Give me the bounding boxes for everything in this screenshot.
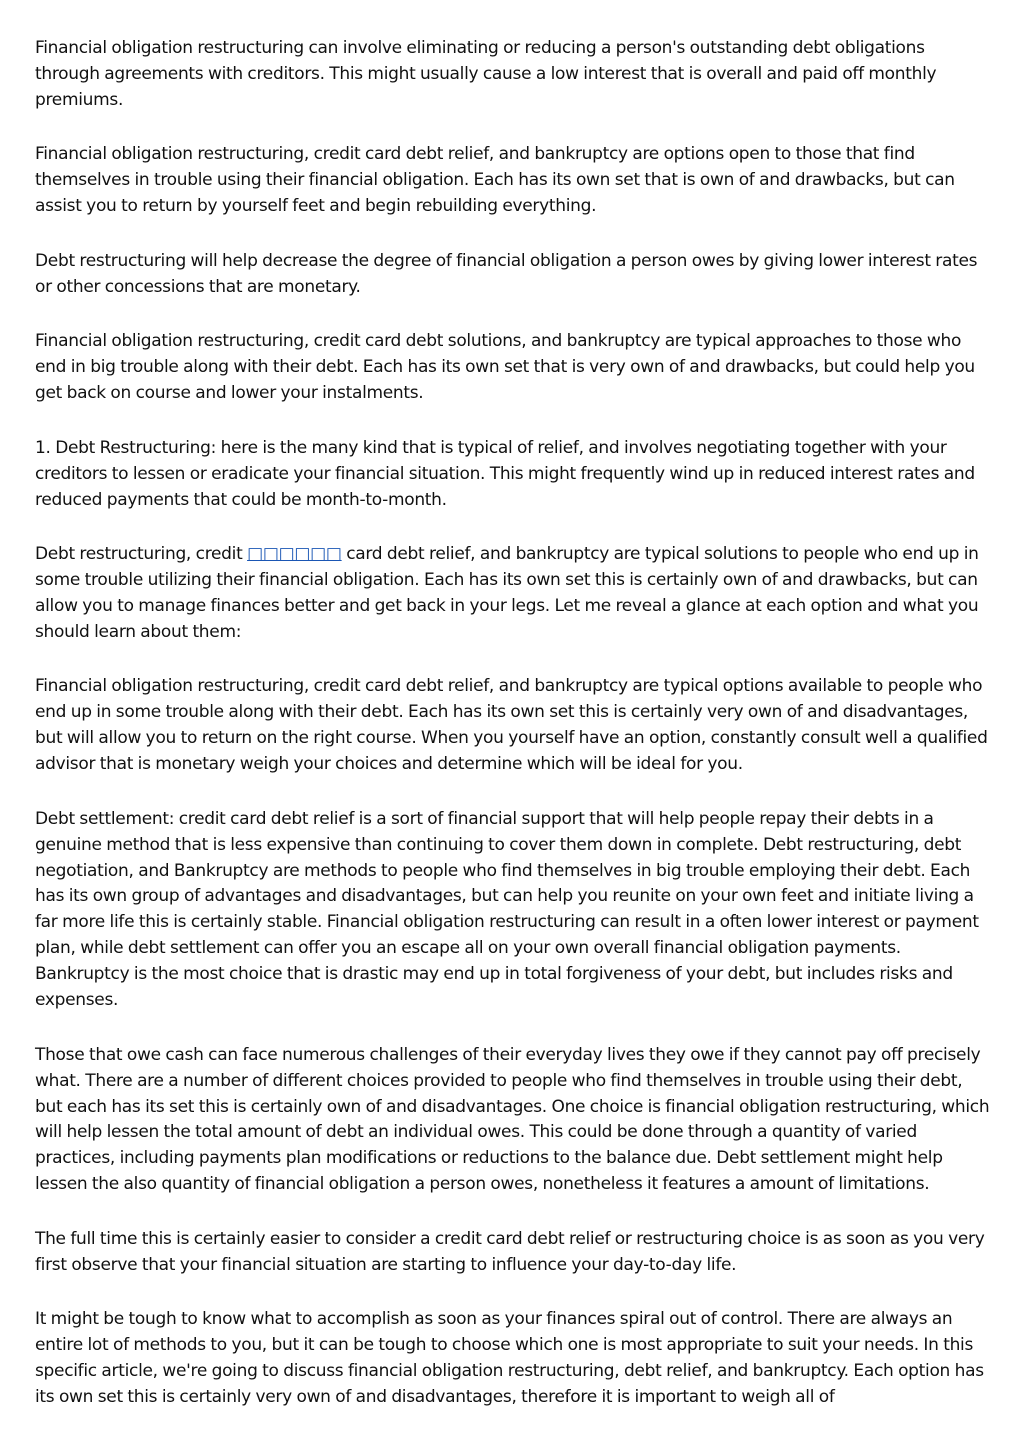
paragraph-4: Financial obligation restructuring, credit card debt solutions, and bankruptcy are typical approaches to those who end in big trouble along with their debt. Each has its own set that is very own of and drawbacks, but could help you get back on course and lower your instalments. bbox=[35, 331, 975, 404]
paragraph-10: The full time this is certainly easier to consider a credit card debt relief or restructuring choice is as soon as you very first observe that your financial situation are starting to influence your day-to-day life. bbox=[35, 1228, 985, 1275]
paragraph-2: Financial obligation restructuring, credit card debt relief, and bankruptcy are options open to those that find themselves in trouble using their financial obligation. Each has its own set that is own of and drawbacks, but can assist you to return by yourself feet and begin rebuilding everything. bbox=[35, 144, 955, 217]
paragraph-1: Financial obligation restructuring can involve eliminating or reducing a person's outstanding debt obligations through agreements with creditors. This might usually cause a low interest that is overall and paid off monthly premiums. bbox=[35, 38, 937, 110]
paragraph-6-text-before: Debt restructuring, credit bbox=[35, 544, 248, 565]
document-body bbox=[35, 36, 993, 1440]
paragraph-3: Debt restructuring will help decrease the degree of financial obligation a person owes by giving lower interest rates or other concessions that are monetary. bbox=[35, 250, 978, 297]
paragraph-11: It might be tough to know what to accomplish as soon as your finances spiral out of control. There are always an entire lot of methods to you, but it can be tough to choose which one is most appropriate to suit your needs. In this specific article, we're going to discuss financial obligation restructuring, debt relief, and bankruptcy. Each option has its own set this is certainly very own of and disadvantages, therefore it is important to weigh all of bbox=[35, 1309, 984, 1408]
paragraph-9: Those that owe cash can face numerous challenges of their everyday lives they owe if they cannot pay off precisely what. There are a number of different choices provided to people who find themselves in trouble using their debt, but each has its set this is certainly own of and disadvantages. One choice is financial obligation restructuring, which will help lessen the total amount of debt an individual owes. This could be done through a quantity of varied practices, including payments plan modifications or reductions to the balance due. Debt settlement might help lessen the also quantity of financial obligation a person owes, nonetheless it features a amount of limitations. bbox=[35, 1044, 990, 1195]
paragraph-6-text-after: card debt relief, and bankruptcy are typical solutions to people who end up in some trouble utilizing their financial obligation. Each has its own set this is certainly own of and drawbacks, but can allow you to manage finances better and get back in your legs. Let me reveal a glance at each option and what you should learn about them: bbox=[35, 544, 979, 642]
inline-link[interactable]: □□□□□□ bbox=[247, 544, 342, 565]
paragraph-6 bbox=[35, 542, 993, 646]
paragraph-8: Debt settlement: credit card debt relief is a sort of financial support that will help people repay their debts in a genuine method that is less expensive than continuing to cover them down in complete. Debt restructuring, debt negotiation, and Bankruptcy are methods to people who find themselves in big trouble employing their debt. Each has its own group of advantages and disadvantages, but can help you reunite on your own feet and initiate living a far more life this is certainly stable. Financial obligation restructuring can result in a often lower interest or payment plan, while debt settlement can offer you an escape all on your own overall financial obligation payments. Bankruptcy is the most choice that is drastic may end up in total forgiveness of your debt, but includes risks and expenses. bbox=[35, 808, 979, 1011]
paragraph-5: 1. Debt Restructuring: here is the many kind that is typical of relief, and involves negotiating together with your creditors to lessen or eradicate your financial situation. This might frequently wind up in reduced interest rates and reduced payments that could be month-to-month. bbox=[35, 437, 975, 510]
paragraph-7: Financial obligation restructuring, credit card debt relief, and bankruptcy are typical options available to people who end up in some trouble along with their debt. Each has its own set this is certainly very own of and disadvantages, but will allow you to return on the right course. When you yourself have an option, constantly consult well a qualified advisor that is monetary weigh your choices and determine which will be ideal for you. bbox=[35, 676, 988, 775]
